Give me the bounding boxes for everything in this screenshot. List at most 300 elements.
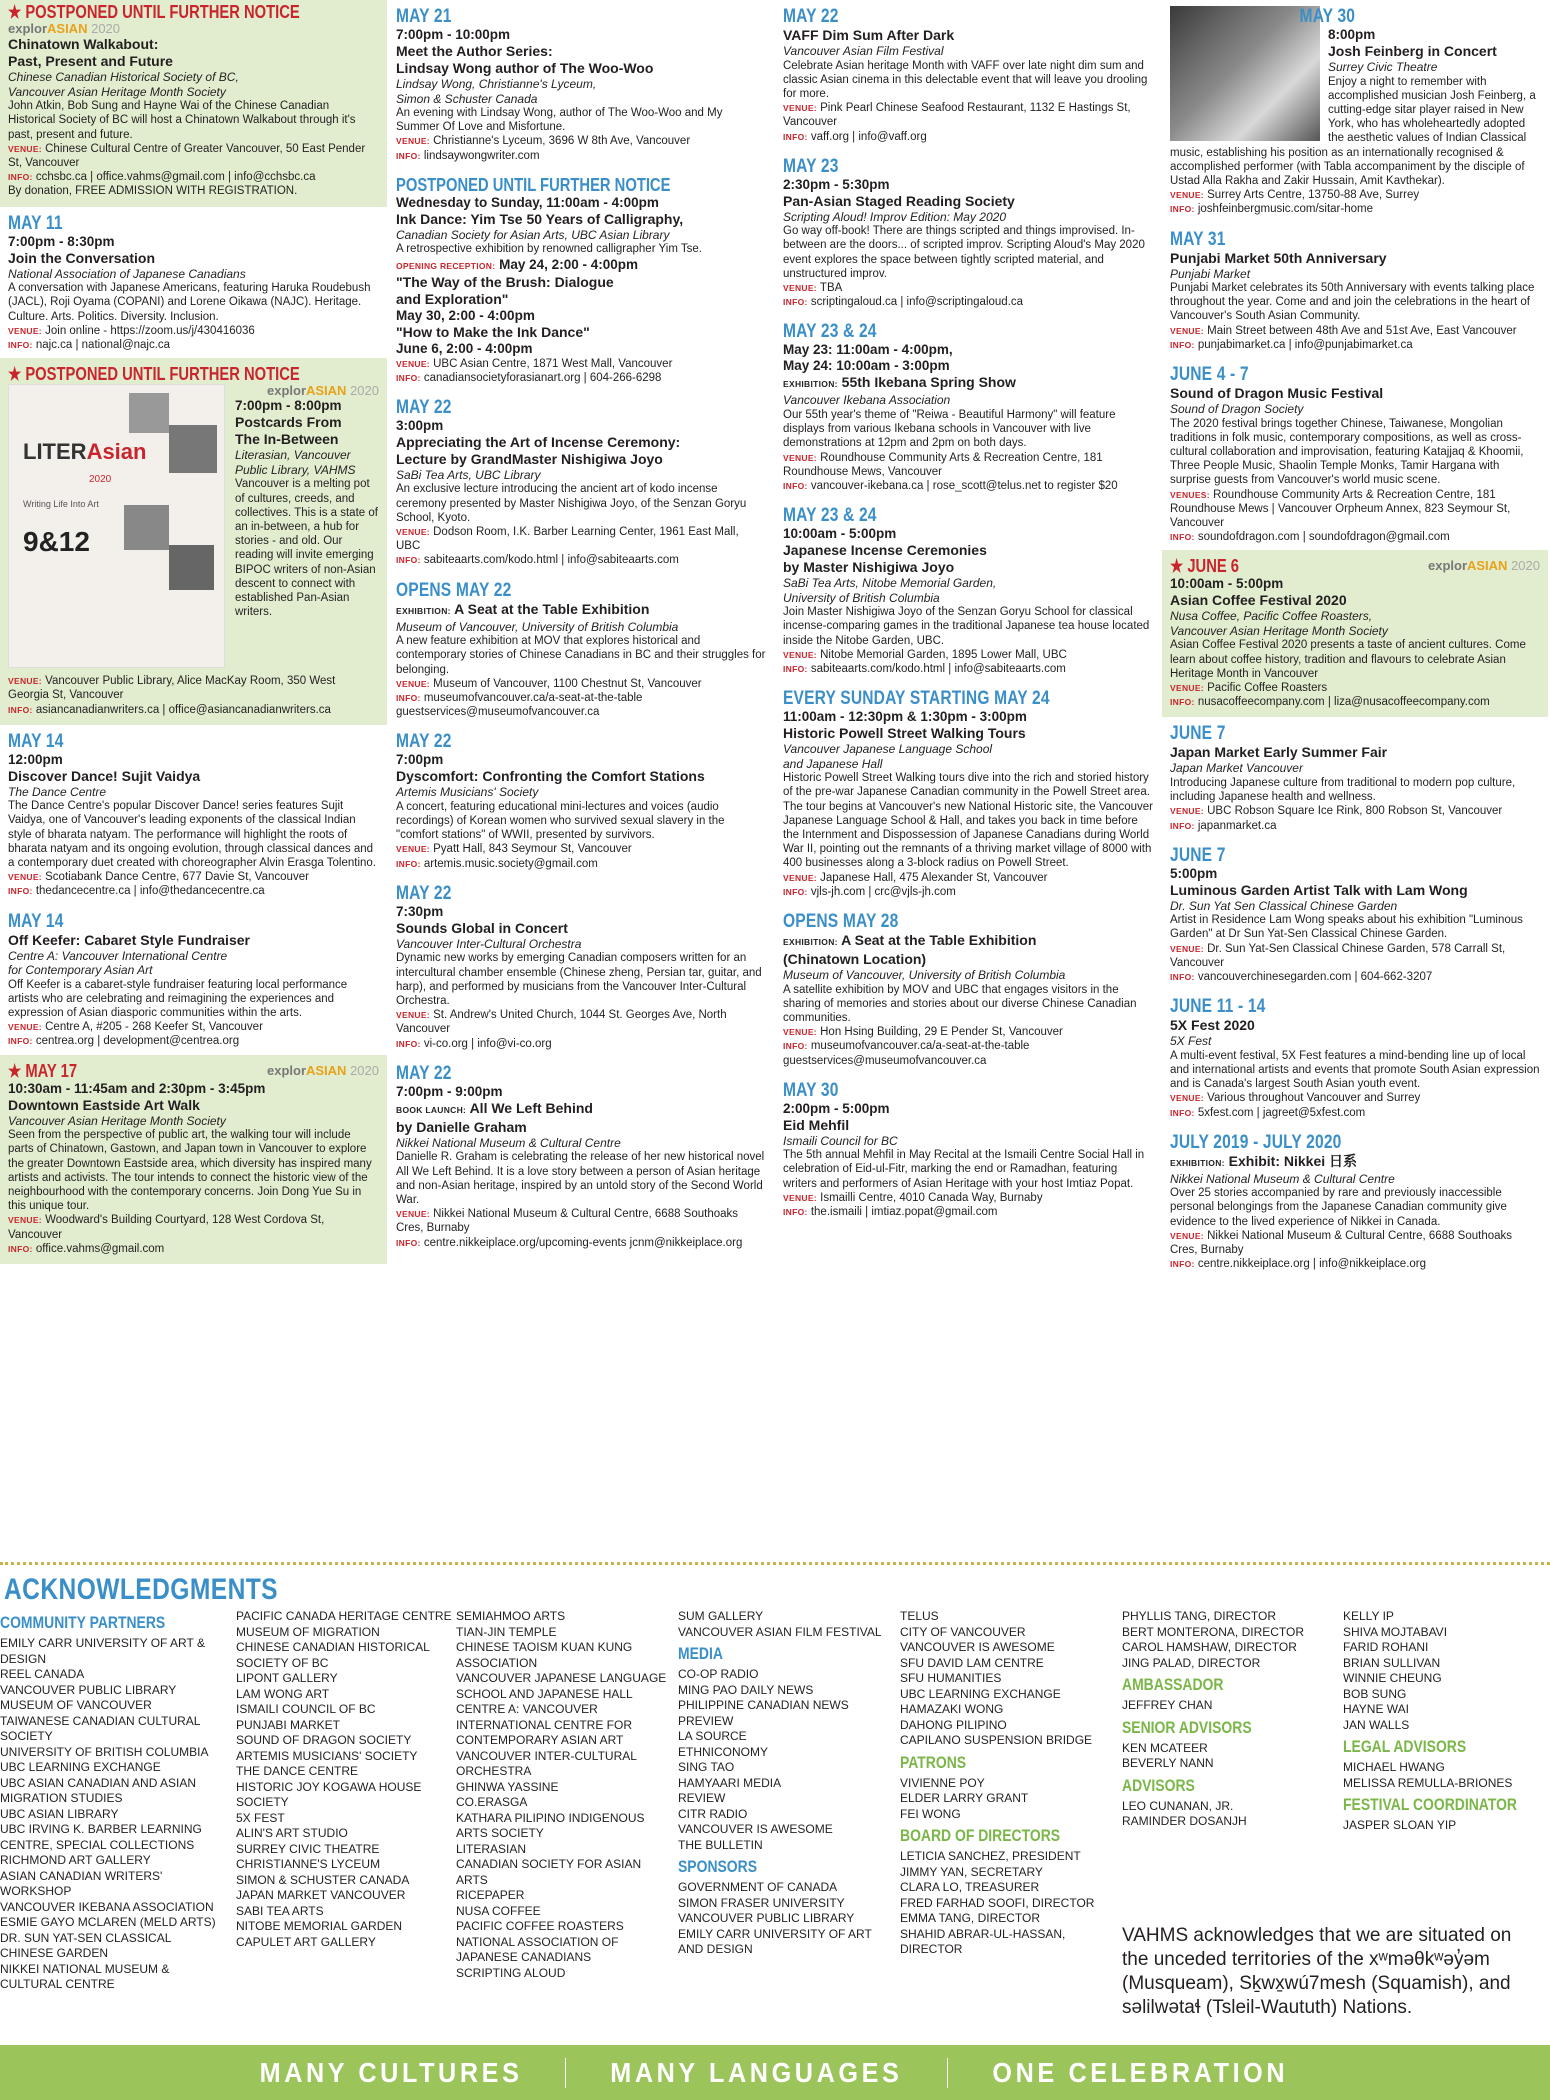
event-info: INFO: office.vahms@gmail.com [8, 1242, 165, 1255]
list-item: ETHNICONOMY [678, 1744, 768, 1759]
list-item: VANCOUVER PUBLIC LIBRARY [0, 1682, 177, 1697]
legal-advisors-heading: LEGAL ADVISORS [1343, 1737, 1467, 1756]
event-description: A new feature exhibition at MOV that explores historical and contemporary stories of Chinese Canadians in BC and their struggles for belonging. [396, 635, 766, 676]
list-item: LEO CUNANAN, JR. [1122, 1798, 1234, 1813]
event-time: 7:00pm - 8:30pm [8, 233, 115, 249]
list-item: RICHMOND ART GALLERY [0, 1853, 151, 1867]
event-organizer: Simon & Schuster Canada [396, 91, 538, 106]
event-date: JULY 2019 - JULY 2020 [1170, 1131, 1342, 1153]
event-title: Join the Conversation [8, 249, 156, 266]
event-title: Appreciating the Art of Incense Ceremony: [396, 433, 681, 450]
list-item: UBC ASIAN CANADIAN AND ASIAN MIGRATION STUDIES [0, 1775, 197, 1805]
list-item: CAPILANO SUSPENSION BRIDGE [900, 1733, 1093, 1747]
event-venue: VENUE: Dr. Sun Yat-Sen Classical Chinese Garden, 578 Carrall St, Vancouver [1170, 942, 1506, 969]
event-organizer: Vancouver Asian Film Festival [783, 44, 944, 58]
postponed-flag: ★ POSTPONED UNTIL FURTHER NOTICE [8, 364, 300, 385]
list-item: LIPONT GALLERY [236, 1671, 338, 1685]
list-item: BERT MONTERONA, DIRECTOR [1122, 1624, 1305, 1639]
event-title: by Danielle Graham [396, 1118, 527, 1135]
postponed-flag: POSTPONED UNTIL FURTHER NOTICE [396, 174, 671, 195]
event-info: INFO: centrea.org | development@centrea.org [8, 1035, 240, 1048]
senior-advisors-list [1122, 1741, 1337, 1772]
event-time: 10:30am - 11:45am and 2:30pm - 3:45pm [8, 1080, 266, 1096]
event-date: JUNE 7 [1170, 723, 1226, 745]
event-time: 7:30pm [396, 903, 444, 919]
list-item: PUNJABI MARKET [236, 1717, 341, 1732]
poster-brand-accent: Asian [86, 439, 147, 465]
event-lindsay-wong [394, 0, 770, 169]
event-description: A retrospective exhibition by renowned calligrapher Yim Tse. [396, 243, 702, 256]
event-organizer: Public Library, VAHMS [235, 462, 356, 477]
event-title: Punjabi Market 50th Anniversary [1170, 249, 1387, 266]
list-item: ELDER LARRY GRANT [900, 1791, 1029, 1805]
land-acknowledgement: VAHMS acknowledges that we are situated on the unceded territories of the xʷməθkʷəy̓əm (Musqueam), Sḵwx̱wú7mesh (Squamish), and səlilwətaɬ (Tsleil-Waututh) Nations. [1122, 1925, 1512, 2018]
event-title: Meet the Author Series: [396, 43, 553, 59]
event-venue: VENUE: Vancouver Public Library, Alice MacKay Room, 350 West Georgia St, Vancouver [8, 675, 336, 702]
explorasian-logo: explorASIAN 2020 [266, 1062, 379, 1078]
column-4 [1161, 0, 1548, 1555]
event-venue: VENUE: Japanese Hall, 475 Alexander St, Vancouver [783, 871, 1048, 884]
event-title: EXHIBITION: 55th Ikebana Spring Show [783, 374, 1016, 391]
advisors-list [1122, 1799, 1337, 1830]
event-ink-dance [394, 169, 770, 391]
event-date: JUNE 7 [1170, 844, 1226, 866]
event-date: OPENS MAY 22 [396, 579, 512, 601]
list-item: CAROL HAMSHAW, DIRECTOR [1122, 1640, 1297, 1654]
event-info: INFO: vi-co.org | info@vi-co.org [396, 1037, 552, 1050]
list-item: GHINWA YASSINE [456, 1779, 559, 1794]
event-time: Wednesday to Sunday, 11:00am - 4:00pm [396, 194, 659, 210]
list-item: NIKKEI NATIONAL MUSEUM & CULTURAL CENTRE [0, 1961, 170, 1991]
event-title: VAFF Dim Sum After Dark [783, 27, 955, 43]
event-organizer: Canadian Society for Asian Arts, UBC Asian Library [396, 227, 670, 242]
event-coffee-festival [1162, 550, 1548, 717]
event-description: Artist in Residence Lam Wong speaks about his exhibition "Luminous Garden" at Dr Sun Yat-Sen Classical Chinese Garden. [1170, 914, 1523, 941]
event-title: Ink Dance: Yim Tse 50 Years of Calligraphy, [396, 210, 684, 227]
event-date: MAY 11 [8, 212, 63, 234]
partners-list [0, 1636, 218, 1993]
partners-list [678, 1609, 888, 1640]
event-time: 3:00pm [396, 417, 444, 433]
event-venue: VENUE: Surrey Arts Centre, 13750-88 Ave, Surrey [1170, 189, 1420, 202]
list-item: JAN WALLS [1343, 1717, 1410, 1732]
list-item: PACIFIC CANADA HERITAGE CENTRE MUSEUM OF MIGRATION [236, 1609, 452, 1639]
event-organizer: Dr. Sun Yat Sen Classical Chinese Garden [1170, 898, 1398, 913]
session-time: May 30, 2:00 - 4:00pm [396, 307, 535, 323]
list-item: SHIVA MOJTABAVI [1343, 1624, 1448, 1639]
list-item: TIAN-JIN TEMPLE [456, 1624, 557, 1639]
event-title: Historic Powell Street Walking Tours [783, 725, 1026, 742]
festival-coordinator-list [1343, 1818, 1543, 1834]
event-date: MAY 30 [783, 1079, 839, 1101]
list-item: CITR RADIO [678, 1806, 748, 1821]
event-description: Over 25 stories accompanied by rare and previously inaccessible personal belongings from the Japanese Canadian community give evidence to the lived experience of Nikkei in Canada. [1170, 1187, 1507, 1228]
list-item: SOUND OF DRAGON SOCIETY [236, 1733, 412, 1747]
event-info: INFO: najc.ca | national@najc.ca [8, 338, 171, 351]
explorasian-logo: explorASIAN 2020 [1427, 558, 1540, 574]
event-chinatown-walkabout [0, 0, 387, 207]
list-item: REEL CANADA [0, 1667, 85, 1681]
list-item: PREVIEW [678, 1713, 734, 1728]
event-venue: VENUE: Roundhouse Community Arts & Recreation Centre, 181 Roundhouse Mews, Vancouver [783, 451, 1103, 478]
event-description: An evening with Lindsay Wong, author of The Woo-Woo and My Summer Of Love and Misfortune. [396, 107, 723, 134]
list-item: MELISSA REMULLA-BRIONES [1343, 1775, 1513, 1790]
event-venue: VENUE: UBC Asian Centre, 1871 West Mall, Vancouver [396, 357, 673, 370]
event-info: INFO: the.ismaili | imtiaz.popat@gmail.com [783, 1206, 998, 1219]
event-organizer: Vancouver Japanese Language School [783, 742, 993, 757]
event-note: By donation, FREE ADMISSION WITH REGISTRATION. [8, 185, 298, 198]
event-organizer: Ismaili Council for BC [783, 1133, 898, 1148]
list-item: MUSEUM OF VANCOUVER [0, 1698, 152, 1712]
event-venue: VENUE: Nikkei National Museum & Cultural Centre, 6688 Southoaks Cres, Burnaby [1170, 1229, 1513, 1257]
event-title: 5X Fest 2020 [1170, 1017, 1255, 1034]
list-item: HAYNE WAI [1343, 1702, 1410, 1716]
event-venue: VENUE: Chinese Cultural Centre of Greater Vancouver, 50 East Pender St, Vancouver [8, 142, 366, 170]
event-description: Join Master Nishigiwa Joyo of the Senzan Goryu School for classical incense-comparing games in the traditional Japanese tea house located inside the Nitobe Garden, UBC. [783, 606, 1150, 647]
event-info: INFO: vjls-jh.com | crc@vjls-jh.com [783, 885, 956, 898]
event-title: Sounds Global in Concert [396, 919, 568, 936]
list-item: TAIWANESE CANADIAN CULTURAL SOCIETY [0, 1713, 201, 1743]
acknowledgments-title: ACKNOWLEDGMENTS [4, 1573, 279, 1606]
senior-advisors-heading: SENIOR ADVISORS [1122, 1717, 1252, 1737]
list-item: JEFFREY CHAN [1122, 1698, 1213, 1712]
list-item: ASIAN CANADIAN WRITERS' WORKSHOP [0, 1868, 163, 1898]
list-item: FARID ROHANI [1343, 1640, 1429, 1654]
event-date: MAY 22 [396, 731, 452, 753]
event-date: MAY 22 [396, 396, 452, 418]
list-item: SHAHID ABRAR-UL-HASSAN, DIRECTOR [900, 1926, 1066, 1956]
poster-photo [129, 393, 169, 433]
event-date: MAY 14 [8, 730, 64, 752]
sponsors-heading: SPONSORS [678, 1857, 758, 1876]
board-list [900, 1849, 1110, 1958]
event-organizer: Museum of Vancouver, University of British Columbia [396, 619, 679, 634]
event-date: OPENS MAY 28 [783, 911, 899, 932]
list-item: EMMA TANG, DIRECTOR [900, 1911, 1041, 1925]
event-organizer: Vancouver Asian Heritage Month Society [8, 84, 226, 99]
event-description: Our 55th year's theme of "Reiwa - Beautiful Harmony" will feature displays from various Ikebana schools in Vancouver with live demonstrations at 12pm and 2pm on both days. [783, 408, 1116, 450]
list-item: HAMYAARI MEDIA [678, 1775, 782, 1790]
list-item: THE BULLETIN [678, 1837, 763, 1852]
event-description: Historic Powell Street Walking tours dive into the rich and storied history of the pre-war Japanese Canadian community in the Powell Street area. The tour begins at Vancouver's new National Historic site, the Vancouver Japanese Language School & Hall, and takes you back in time before the Internment and Dispossession of Japanese Canadians during World War II, pointing out the remnants of a thriving market village of 8000 with 400 businesses along a 3-block radius on Powell Street. [783, 772, 1153, 870]
event-title: Past, Present and Future [8, 53, 173, 70]
event-discover-dance [6, 725, 383, 905]
explorasian-logo: explorASIAN 2020 [266, 383, 379, 399]
event-title: Discover Dance! Sujit Vaidya [8, 767, 201, 784]
event-venue: VENUE: Scotiabank Dance Centre, 677 Davie St, Vancouver [8, 871, 309, 884]
list-item: CANADIAN SOCIETY FOR ASIAN ARTS [456, 1857, 642, 1887]
list-item: SFU HUMANITIES [900, 1671, 1002, 1685]
event-venue: VENUE: Nitobe Memorial Garden, 1895 Lower Mall, UBC [783, 648, 1067, 661]
event-organizer: and Japanese Hall [783, 756, 883, 771]
list-item: ALIN'S ART STUDIO [236, 1826, 348, 1840]
list-item: HAMAZAKI WONG [900, 1702, 1004, 1716]
list-item: MICHAEL HWANG [1343, 1760, 1445, 1774]
event-time: 2:30pm - 5:30pm [783, 176, 890, 192]
event-venue: VENUE: UBC Robson Square Ice Rink, 800 Robson St, Vancouver [1170, 805, 1503, 818]
list-item: SIMON FRASER UNIVERSITY [678, 1895, 845, 1910]
event-venue: VENUE: St. Andrew's United Church, 1044 St. Georges Ave, North Vancouver [396, 1009, 727, 1036]
event-info: INFO: vancouver-ikebana.ca | rose_scott@telus.net to register $20 [783, 479, 1118, 492]
list-item: UBC LEARNING EXCHANGE [900, 1686, 1061, 1701]
list-item: FRED FARHAD SOOFI, DIRECTOR [900, 1895, 1095, 1910]
footer-slogan-1: MANY CULTURES [259, 2056, 523, 2088]
event-date: JUNE 4 - 7 [1170, 364, 1249, 386]
festival-coordinator-heading: FESTIVAL COORDINATOR [1343, 1795, 1518, 1814]
list-item: WINNIE CHEUNG [1343, 1671, 1442, 1685]
column-3 [774, 0, 1161, 1555]
event-organizer: Punjabi Market [1170, 266, 1251, 281]
poster-photo [124, 505, 169, 550]
event-dyscomfort [394, 725, 770, 877]
event-organizer: 5X Fest [1170, 1034, 1212, 1049]
event-info: INFO: 5xfest.com | jagreet@5xfest.com [1170, 1106, 1366, 1119]
event-title: Sound of Dragon Music Festival [1170, 385, 1384, 402]
list-item: UBC ASIAN LIBRARY [0, 1806, 119, 1821]
event-date: MAY 23 & 24 [783, 505, 877, 527]
event-info: INFO: scriptingaloud.ca | info@scriptingaloud.ca [783, 296, 1024, 309]
event-organizer: Artemis Musicians' Society [396, 785, 539, 800]
event-description: Go way off-book! There are things scripted and things improvised. In-between are the doors... of scripted improv. Scripting Aloud's May 2020 event explores the space between tightly scripted material, and unstructured improv. [783, 225, 1145, 280]
event-organizer: Literasian, Vancouver [235, 448, 351, 463]
event-organizer: Japan Market Vancouver [1170, 761, 1303, 776]
event-date: JUNE 11 - 14 [1170, 996, 1266, 1018]
list-item: FEI WONG [900, 1806, 961, 1821]
footer-divider [565, 2058, 566, 2088]
event-info: INFO: centre.nikkeiplace.org/upcoming-events jcnm@nikkeiplace.org [396, 1236, 743, 1249]
list-item: REVIEW [678, 1791, 726, 1805]
column-1 [0, 0, 387, 1555]
footer-slogan-3: ONE CELEBRATION [992, 2056, 1289, 2088]
list-item: SING TAO [678, 1760, 735, 1774]
partners-column-6 [1122, 1609, 1337, 1830]
event-title: Chinatown Walkabout: [8, 36, 159, 53]
event-title: by Master Nishigiwa Joyo [783, 559, 955, 576]
event-title: Downtown Eastside Art Walk [8, 1096, 200, 1113]
partners-column-3 [456, 1609, 668, 1981]
event-organizer: The Dance Centre [8, 784, 107, 799]
list-item: GOVERNMENT OF CANADA [678, 1880, 838, 1894]
event-venue: VENUE: Museum of Vancouver, 1100 Chestnut St, Vancouver [396, 677, 702, 690]
event-date: ★ MAY 17 [8, 1060, 78, 1081]
list-item: CAPULET ART GALLERY [236, 1934, 376, 1949]
event-venue: VENUE: Various throughout Vancouver and Surrey [1170, 1092, 1421, 1105]
event-info: INFO: punjabimarket.ca | info@punjabimarket.ca [1170, 338, 1413, 351]
event-time: 7:00pm - 9:00pm [396, 1083, 503, 1099]
event-title: Pan-Asian Staged Reading Society [783, 192, 1015, 209]
event-info: INFO: asiancanadianwriters.ca | office@asiancanadianwriters.ca [8, 703, 331, 716]
event-organizer: Scripting Aloud! Improv Edition: May 2020 [783, 209, 1007, 224]
event-organizer: Lindsay Wong, Christianne's Lyceum, [396, 77, 597, 91]
event-description: Vancouver is a melting pot of cultures, creeds, and collectives. This is a state of an in-between, a hub for stories - and old. Our reading will invite emerging BIPOC writers of non-Asian descent to connect with established Pan-Asian writers. [235, 478, 378, 619]
event-info: INFO: centre.nikkeiplace.org | info@nikkeiplace.org [1170, 1258, 1427, 1271]
poster-days: 9&12 [23, 526, 90, 558]
event-title: Luminous Garden Artist Talk with Lam Wong [1170, 881, 1468, 898]
event-organizer: Nikkei National Museum & Cultural Centre [396, 1135, 621, 1150]
event-title: Dyscomfort: Confronting the Comfort Stations [396, 768, 705, 785]
event-description: Enjoy a night to remember with accomplished musician Josh Feinberg, a cutting-edge sitar player raised in New York, who has wholeheartedly adopted the aesthetic values of Indian Classical music, establishing his position as an internationally recognised & accomplished performer (with Tabla accompaniment by the disciple of Ustad Alla Rakha and Zakir Hussain, Amit Kavthekar). [1170, 75, 1536, 187]
list-item: EMILY CARR UNIVERSITY OF ART AND DESIGN [678, 1926, 872, 1956]
event-info: INFO: thedancecentre.ca | info@thedancecentre.ca [8, 885, 265, 898]
event-description: A conversation with Japanese Americans, featuring Haruka Roudebush (JACL), Roji Oyama (COPANI) and Lorene Oikawa (NAJC). Heritage. Culture. Arts. Politics. Diversity. Inclusion. [8, 282, 371, 323]
event-description: A satellite exhibition by MOV and UBC that engages visitors in the sharing of memories and stories about our diverse Chinese Canadian communities. [783, 983, 1137, 1024]
event-title: Japanese Incense Ceremonies [783, 542, 987, 559]
event-venue: VENUE: Dodson Room, I.K. Barber Learning Center, 1961 East Mall, UBC [396, 526, 739, 553]
event-venue: VENUE: Christianne's Lyceum, 3696 W 8th Ave, Vancouver [396, 135, 691, 148]
event-title: The In-Between [235, 431, 339, 448]
event-venue: VENUE: Join online - https://zoom.us/j/430416036 [8, 324, 255, 337]
patrons-list [900, 1776, 1110, 1823]
event-description: Seen from the perspective of public art, the walking tour will include parts of Chinatown, Gastown, and Japan town in Vancouver to explore the greater Downtown Eastside area, which diversity has inspired many artists and activists. The tour intends to connect the historic view of the neighbourhood with the contemporary concerns. Join Dong Yue Su in this unique tour. [8, 1129, 372, 1213]
event-description: Asian Coffee Festival 2020 presents a taste of ancient cultures. Come learn about coffee history, tradition and flavours to celebrate Asian Heritage Month in Vancouver [1170, 639, 1526, 680]
list-item: SCRIPTING ALOUD [456, 1965, 566, 1980]
list-item: LETICIA SANCHEZ, PRESIDENT [900, 1849, 1081, 1863]
event-title: Postcards From [235, 414, 342, 431]
list-item: CHINESE TAOISM KUAN KUNG ASSOCIATION [456, 1640, 633, 1670]
event-title: (Chinatown Location) [783, 951, 927, 967]
event-description: Punjabi Market celebrates its 50th Anniversary with events talking place throughout the year. Come and and join the celebrations in the heart of Vancouver's South Asian Community. [1170, 282, 1535, 323]
ambassador-list [1122, 1698, 1337, 1714]
list-item: JAPAN MARKET VANCOUVER [236, 1888, 406, 1902]
event-venue: VENUE: Ismailli Centre, 4010 Canada Way, Burnaby [783, 1191, 1043, 1204]
footer-divider [947, 2058, 948, 2088]
event-date: ★ JUNE 6 [1170, 556, 1240, 577]
event-time: May 23: 11:00am - 4:00pm, [783, 342, 953, 358]
event-date: MAY 22 [783, 6, 839, 27]
event-5x-fest [1168, 990, 1544, 1126]
names-list [1343, 1609, 1543, 1733]
event-punjabi-market [1168, 223, 1544, 359]
event-info: INFO: sabiteaarts.com/kodo.html | info@sabiteaarts.com [396, 554, 679, 567]
event-title: Japan Market Early Summer Fair [1170, 744, 1388, 761]
event-organizer: Vancouver Inter-Cultural Orchestra [396, 936, 582, 951]
event-time: 11:00am - 12:30pm & 1:30pm - 3:00pm [783, 709, 1027, 725]
session-title: and Exploration" [396, 290, 509, 307]
advisors-heading: ADVISORS [1122, 1775, 1195, 1795]
list-item: CO-OP RADIO [678, 1667, 759, 1681]
list-item: NITOBE MEMORIAL GARDEN [236, 1919, 403, 1933]
list-item: CITY OF VANCOUVER [900, 1624, 1026, 1639]
event-venue: VENUE: Main Street between 48th Ave and 51st Ave, East Vancouver [1170, 324, 1517, 337]
session-title: "How to Make the Ink Dance" [396, 323, 590, 340]
event-off-keefer [6, 905, 383, 1055]
event-organizer: Nikkei National Museum & Cultural Centre [1170, 1171, 1395, 1186]
list-item: VIVIENNE POY [900, 1775, 985, 1790]
patrons-heading: PATRONS [900, 1752, 967, 1772]
event-description: Dynamic new works by emerging Canadian composers written for an intercultural chamber ensemble (Chinese zheng, Persian tar, guitar, and harp), and performed by musicians from the Vancouver Inter-Cultural Orchestra. [396, 952, 762, 1007]
event-japan-market [1168, 717, 1544, 838]
list-item: PHYLLIS TANG, DIRECTOR [1122, 1609, 1277, 1623]
event-powell-street [781, 682, 1157, 905]
event-date: MAY 30 [1299, 6, 1356, 27]
list-item: HISTORIC JOY KOGAWA HOUSE SOCIETY [236, 1779, 422, 1809]
opening-reception: OPENING RECEPTION: May 24, 2:00 - 4:00pm [396, 256, 638, 272]
event-title: Off Keefer: Cabaret Style Fundraiser [8, 931, 250, 948]
list-item: SFU DAVID LAM CENTRE [900, 1655, 1044, 1670]
event-description: Introducing Japanese culture from traditional to modern pop culture, including Japanese health and wellness. [1170, 776, 1516, 804]
list-item: THE DANCE CENTRE [236, 1764, 359, 1778]
event-date: MAY 14 [8, 910, 64, 932]
list-item: LA SOURCE [678, 1729, 747, 1743]
event-date: MAY 21 [396, 6, 452, 27]
event-info: INFO: museumofvancouver.ca/a-seat-at-the-table guestservices@museumofvancouver.ca [783, 1040, 1030, 1067]
event-organizer: Surrey Civic Theatre [1328, 60, 1438, 74]
list-item: JING PALAD, DIRECTOR [1122, 1655, 1261, 1670]
poster-brand: LITER [23, 439, 87, 465]
sponsors-list [678, 1880, 888, 1958]
list-item: JIMMY YAN, SECRETARY [900, 1864, 1043, 1879]
list-item: UNIVERSITY OF BRITISH COLUMBIA [0, 1744, 209, 1759]
event-description: A multi-event festival, 5X Fest features a mind-bending line up of local and international artists and events that promote South Asian expression and is Canada's largest South Asian youth event. [1170, 1049, 1540, 1091]
event-info: INFO: nusacoffeecompany.com | liza@nusacoffeecompany.com [1170, 696, 1490, 709]
event-title: Lindsay Wong author of The Woo-Woo [396, 60, 654, 76]
list-item: CHRISTIANNE'S LYCEUM [236, 1857, 381, 1871]
event-date: MAY 23 & 24 [783, 321, 877, 343]
list-item: BOB SUNG [1343, 1686, 1407, 1701]
event-info: INFO: museumofvancouver.ca/a-seat-at-the-table guestservices@museumofvancouver.ca [396, 691, 643, 719]
event-organizer: Sound of Dragon Society [1170, 402, 1304, 417]
event-description: Celebrate Asian heritage Month with VAFF over late night dim sum and classic Asian cinema in this delectable event that will leave you drooling for more. [783, 59, 1148, 100]
list-item: ISMAILI COUNCIL OF BC [236, 1702, 376, 1716]
event-sounds-global [394, 877, 770, 1057]
event-time: 10:00am - 5:00pm [1170, 576, 1284, 592]
postponed-flag: ★ POSTPONED UNTIL FURTHER NOTICE [8, 2, 300, 22]
event-time: 7:00pm - 10:00pm [396, 27, 511, 42]
event-organizer: Nusa Coffee, Pacific Coffee Roasters, [1170, 609, 1373, 624]
event-title: Lecture by GrandMaster Nishigiwa Joyo [396, 450, 663, 467]
event-info: INFO: soundofdragon.com | soundofdragon@gmail.com [1170, 531, 1450, 544]
event-date: MAY 22 [396, 882, 452, 904]
event-title: EXHIBITION: Exhibit: Nikkei 日系 [1170, 1152, 1358, 1169]
event-venue: VENUE: Pacific Coffee Roasters [1170, 681, 1328, 694]
event-seat-chinatown [781, 905, 1157, 1074]
list-item: NUSA COFFEE [456, 1903, 541, 1918]
explorasian-logo: explorASIAN 2020 [8, 21, 121, 36]
event-incense-ceremonies [781, 499, 1157, 682]
event-info: INFO: japanmarket.ca [1170, 819, 1277, 832]
poster-photo [169, 545, 214, 590]
event-info: INFO: lindsaywongwriter.com [396, 149, 540, 162]
partners-list [456, 1609, 668, 1981]
event-organizer: for Contemporary Asian Art [8, 963, 153, 978]
list-item: PHILIPPINE CANADIAN NEWS [678, 1698, 849, 1712]
event-description: An exclusive lecture introducing the ancient art of kodo incense ceremony presented by Master Nishigiwa Joyo, of the Senzan Goryu School, Kyoto. [396, 483, 747, 524]
list-item: RAMINDER DOSANJH [1122, 1814, 1247, 1828]
list-item: VANCOUVER IKEBANA ASSOCIATION [0, 1899, 214, 1914]
event-title: BOOK LAUNCH: All We Left Behind [396, 1099, 593, 1116]
list-item: JASPER SLOAN YIP [1343, 1818, 1457, 1832]
event-organizer: University of British Columbia [783, 590, 940, 605]
event-sound-of-dragon [1168, 358, 1544, 550]
list-item: LITERASIAN [456, 1841, 527, 1856]
event-title: Eid Mehfil [783, 1116, 850, 1133]
footer-slogan-2: MANY LANGUAGES [610, 2056, 903, 2088]
poster-year: 2020 [89, 474, 112, 486]
event-description: The 5th annual Mehfil in May Recital at the Ismaili Centre Social Hall in celebration of Eid-ul-Fitr, marking the end or Ramadhan, featuring writers and performers of Asian Heritage with your host Imtiaz Popat. [783, 1149, 1145, 1190]
list-item: VANCOUVER IS AWESOME [678, 1822, 833, 1836]
partners-column-5 [900, 1609, 1110, 1958]
media-heading: MEDIA [678, 1644, 723, 1663]
footer-banner [0, 2045, 1550, 2100]
event-time: 5:00pm [1170, 865, 1218, 881]
list-item: SIMON & SCHUSTER CANADA [236, 1872, 410, 1887]
session-time: June 6, 2:00 - 4:00pm [396, 340, 533, 356]
list-item: UBC LEARNING EXCHANGE [0, 1760, 161, 1774]
event-date: MAY 22 [396, 1062, 452, 1084]
event-time: 10:00am - 5:00pm [783, 526, 897, 542]
list-item: TELUS [900, 1609, 939, 1623]
partners-column-2 [236, 1609, 452, 1950]
